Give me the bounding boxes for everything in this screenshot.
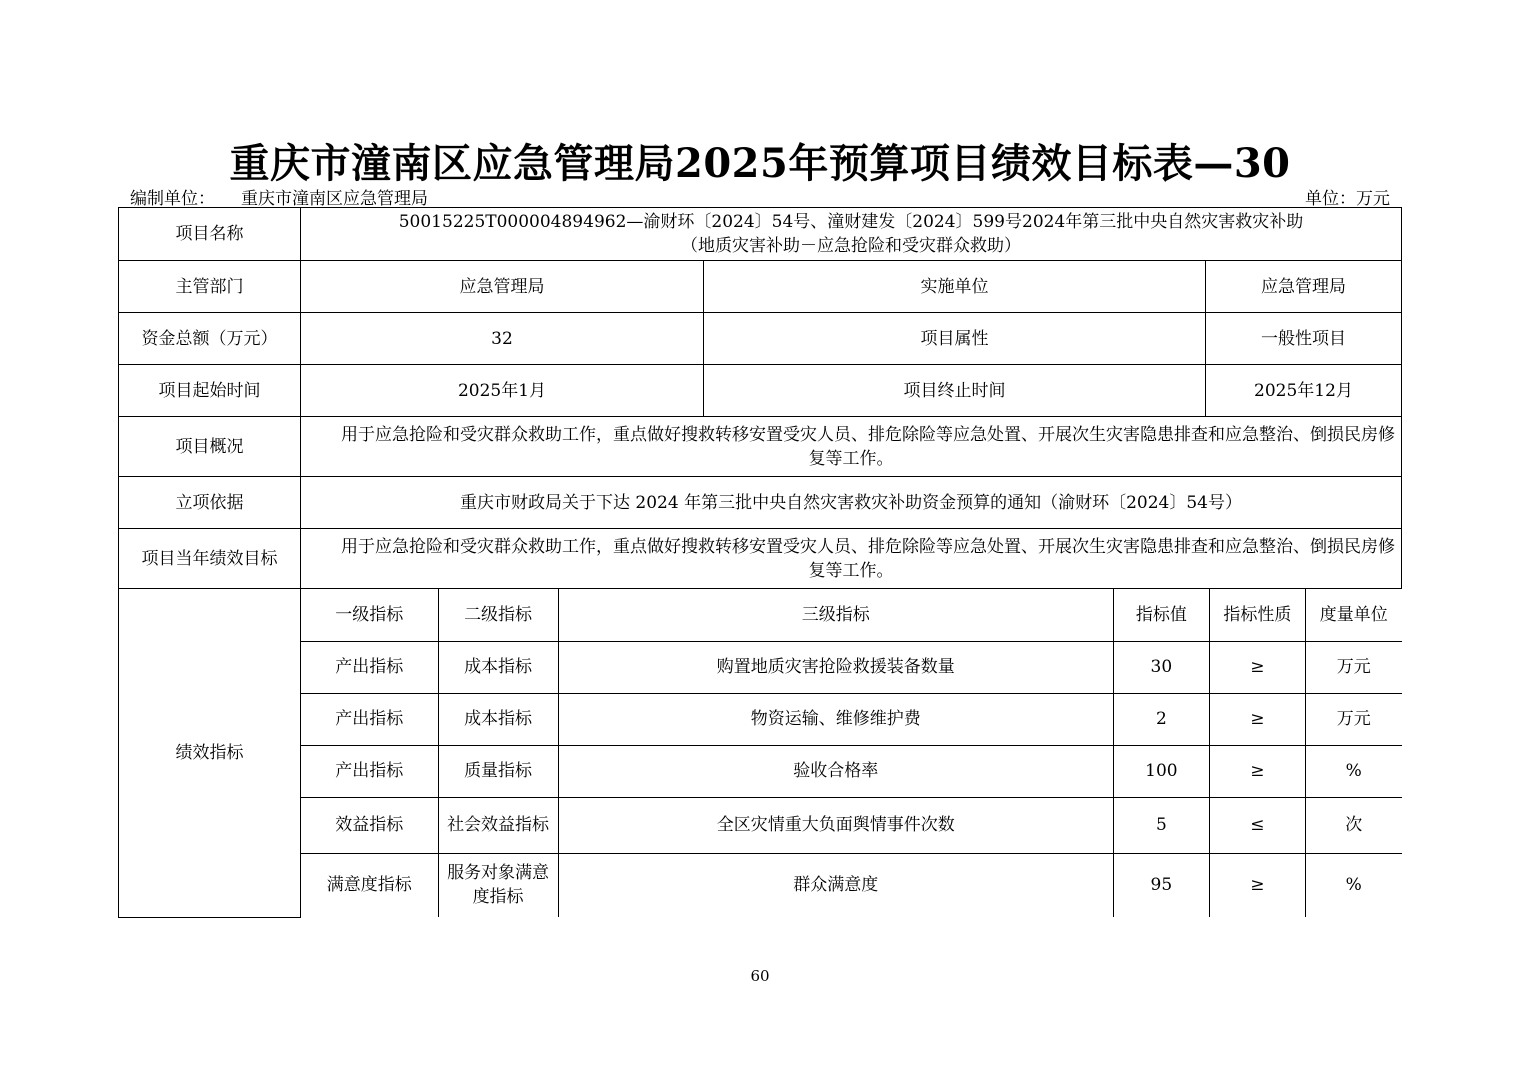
header-level3: 三级指标 (558, 589, 1113, 641)
page-title: 重庆市潼南区应急管理局2025年预算项目绩效目标表—30 (229, 140, 1291, 187)
value-cell: 100 (1113, 745, 1209, 797)
impl-value: 应急管理局 (1206, 261, 1402, 313)
header-value: 指标值 (1113, 589, 1209, 641)
row-department (119, 261, 1402, 313)
level1-cell: 满意度指标 (301, 853, 438, 917)
level3-cell: 验收合格率 (558, 745, 1113, 797)
row-indicators (119, 589, 1402, 918)
value-cell: 5 (1113, 797, 1209, 853)
start-value: 2025年1月 (301, 365, 704, 417)
level3-cell: 物资运输、维修维护费 (558, 693, 1113, 745)
fund-label: 资金总额（万元） (119, 313, 301, 365)
dept-label: 主管部门 (119, 261, 301, 313)
table-row (301, 745, 1402, 797)
impl-label: 实施单位 (704, 261, 1206, 313)
unit-cell: % (1305, 745, 1401, 797)
header-level2: 二级指标 (438, 589, 558, 641)
end-value: 2025年12月 (1206, 365, 1402, 417)
project-name-value (301, 208, 1402, 261)
level1-cell: 产出指标 (301, 745, 438, 797)
unit-cell: 万元 (1305, 641, 1401, 693)
level2-cell: 质量指标 (438, 745, 558, 797)
nature-cell: ≤ (1209, 797, 1305, 853)
header-nature: 指标性质 (1209, 589, 1305, 641)
nature-cell: ≥ (1209, 641, 1305, 693)
row-fund (119, 313, 1402, 365)
project-name-line2: （地质灾害补助－应急抢险和受灾群众救助） (681, 236, 1021, 256)
project-name-line1: 50015225T000004894962—渝财环〔2024〕54号、潼财建发〔2024〕599号2024年第三批中央自然灾害救灾补助 (398, 212, 1304, 232)
level2-cell: 社会效益指标 (438, 797, 558, 853)
compiling-unit-name: 重庆市潼南区应急管理局 (241, 189, 428, 209)
level1-cell: 产出指标 (301, 693, 438, 745)
attr-value: 一般性项目 (1206, 313, 1402, 365)
level3-cell: 群众满意度 (558, 853, 1113, 917)
nature-cell: ≥ (1209, 693, 1305, 745)
project-name-label: 项目名称 (119, 208, 301, 261)
header-level1: 一级指标 (301, 589, 438, 641)
level3-cell: 购置地质灾害抢险救援装备数量 (558, 641, 1113, 693)
row-goal (119, 529, 1402, 589)
overview-value: 用于应急抢险和受灾群众救助工作，重点做好搜救转移安置受灾人员、排危除险等应急处置、开展次生灾害隐患排查和应急整治、倒损民房修复等工作。 (301, 417, 1402, 477)
goal-value: 用于应急抢险和受灾群众救助工作，重点做好搜救转移安置受灾人员、排危除险等应急处置、开展次生灾害隐患排查和应急整治、倒损民房修复等工作。 (301, 529, 1402, 589)
unit-cell: 万元 (1305, 693, 1401, 745)
level1-cell: 效益指标 (301, 797, 438, 853)
compiling-unit (130, 184, 428, 209)
basis-value: 重庆市财政局关于下达 2024 年第三批中央自然灾害救灾补助资金预算的通知（渝财环〔2024〕54号） (301, 477, 1402, 529)
level2-cell: 成本指标 (438, 641, 558, 693)
table-row (301, 797, 1402, 853)
attr-label: 项目属性 (704, 313, 1206, 365)
value-cell: 30 (1113, 641, 1209, 693)
row-time (119, 365, 1402, 417)
table-row (301, 641, 1402, 693)
nature-cell: ≥ (1209, 853, 1305, 917)
indicators-header-row (301, 589, 1402, 641)
currency-unit: 单位：万元 (1305, 189, 1390, 209)
indicators-table (301, 589, 1402, 917)
value-cell: 2 (1113, 693, 1209, 745)
nature-cell: ≥ (1209, 745, 1305, 797)
level2-cell: 成本指标 (438, 693, 558, 745)
table-row (301, 693, 1402, 745)
page-number: 60 (750, 967, 770, 985)
start-label: 项目起始时间 (119, 365, 301, 417)
dept-value: 应急管理局 (301, 261, 704, 313)
compiling-unit-label: 编制单位： (130, 189, 215, 209)
indicators-cell (301, 589, 1402, 918)
level1-cell: 产出指标 (301, 641, 438, 693)
performance-table (118, 207, 1402, 918)
row-project-name (119, 208, 1402, 261)
header-unit: 度量单位 (1305, 589, 1401, 641)
level2-cell: 服务对象满意度指标 (438, 853, 558, 917)
row-overview (119, 417, 1402, 477)
fund-value: 32 (301, 313, 704, 365)
unit-cell: % (1305, 853, 1401, 917)
basis-label: 立项依据 (119, 477, 301, 529)
overview-label: 项目概况 (119, 417, 301, 477)
end-label: 项目终止时间 (704, 365, 1206, 417)
indicators-label: 绩效指标 (119, 589, 301, 918)
unit-cell: 次 (1305, 797, 1401, 853)
level3-cell: 全区灾情重大负面舆情事件次数 (558, 797, 1113, 853)
goal-label: 项目当年绩效目标 (119, 529, 301, 589)
table-row (301, 853, 1402, 917)
value-cell: 95 (1113, 853, 1209, 917)
row-basis (119, 477, 1402, 529)
